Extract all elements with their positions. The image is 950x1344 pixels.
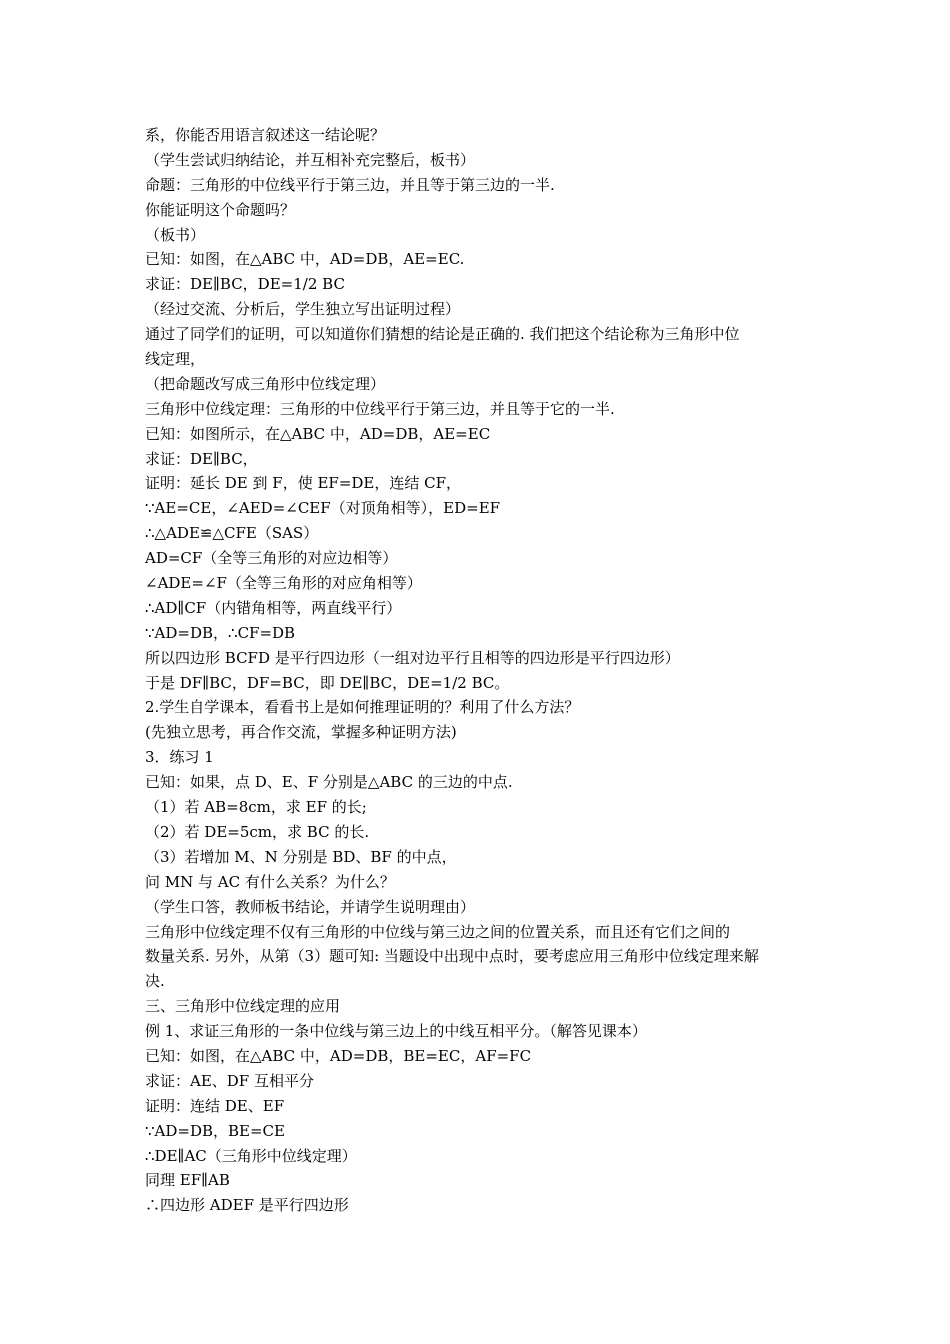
text-line: AD=CF（全等三角形的对应边相等）	[145, 549, 398, 568]
text-line: ∴DE∥AC（三角形中位线定理）	[145, 1146, 357, 1165]
text-line: （2）若 DE=5cm，求 BC 的长.	[145, 822, 370, 841]
text-line: 求证：DE∥BC，	[145, 449, 258, 468]
text-line: ∴四边形 ADEF 是平行四边形	[145, 1196, 349, 1215]
text-line: 决.	[145, 972, 165, 991]
text-line: ∵AD=DB，∴CF=DB	[145, 623, 296, 642]
text-line: （1）若 AB=8cm，求 EF 的长;	[145, 798, 367, 817]
text-line: 系，你能否用语言叙述这一结论呢？	[145, 126, 386, 144]
text-line: 命题：三角形的中位线平行于第三边，并且等于第三边的一半.	[145, 175, 555, 194]
text-line: 所以四边形 BCFD 是平行四边形（一组对边平行且相等的四边形是平行四边形）	[145, 648, 680, 667]
text-line: 已知：如图，在△ABC 中，AD=DB，BE=EC，AF=FC	[145, 1046, 532, 1065]
text-line: 求证：DE∥BC，DE=1/2 BC	[145, 275, 345, 294]
text-line: 线定理，	[145, 350, 206, 369]
text-line: （把命题改写成三角形中位线定理）	[145, 374, 386, 393]
text-line: 已知：如图，在△ABC 中，AD=DB，AE=EC.	[145, 250, 465, 269]
text-line: ∠ADE=∠F（全等三角形的对应角相等）	[145, 574, 422, 593]
text-line: 已知：如果，点 D、E、F 分别是△ABC 的三边的中点.	[145, 773, 513, 792]
text-line: 通过了同学们的证明，可以知道你们猜想的结论是正确的. 我们把这个结论称为三角形中位	[145, 325, 740, 344]
text-line: 例 1、求证三角形的一条中位线与第三边上的中线互相平分。（解答见课本）	[145, 1022, 647, 1041]
text-line: 证明：延长 DE 到 F，使 EF=DE，连结 CF，	[145, 474, 462, 493]
text-line: 同理 EF∥AB	[145, 1171, 230, 1190]
text-line: 你能证明这个命题吗？	[145, 200, 296, 219]
text-line: （经过交流、分析后，学生独立写出证明过程）	[145, 300, 461, 319]
document-body	[145, 123, 810, 1218]
text-line: （学生尝试归纳结论，并互相补充完整后，板书）	[145, 150, 476, 169]
text-line: ∵AE=CE，∠AED=∠CEF（对顶角相等），ED=EF	[145, 499, 501, 518]
text-line: （板书）	[145, 225, 206, 244]
text-line: 求证：AE、DF 互相平分	[145, 1071, 314, 1090]
text-line: ∴△ADE≌△CFE（SAS）	[145, 524, 319, 543]
text-line: 三角形中位线定理：三角形的中位线平行于第三边，并且等于它的一半.	[145, 399, 615, 418]
text-line: ∴AD∥CF（内错角相等，两直线平行）	[145, 598, 402, 617]
text-line: 证明：连结 DE、EF	[145, 1096, 285, 1115]
text-line: （3）若增加 M、N 分别是 BD、BF 的中点，	[145, 847, 457, 866]
section-heading: 三、三角形中位线定理的应用	[145, 997, 341, 1016]
text-line: 三角形中位线定理不仅有三角形的中位线与第三边之间的位置关系，而且还有它们之间的	[145, 922, 731, 941]
text-line: 已知：如图所示，在△ABC 中，AD=DB，AE=EC	[145, 424, 491, 443]
text-line: 数量关系. 另外，从第（3）题可知: 当题设中出现中点时，要考虑应用三角形中位线定理来解	[145, 947, 759, 966]
text-line: 问 MN 与 AC 有什么关系？为什么？	[145, 872, 395, 891]
text-line: (先独立思考，再合作交流，掌握多种证明方法)	[145, 723, 457, 742]
text-line: 于是 DF∥BC，DF=BC，即 DE∥BC，DE=1/2 BC。	[145, 673, 510, 692]
text-line: ∵AD=DB，BE=CE	[145, 1121, 285, 1140]
text-line: 2.学生自学课本，看看书上是如何推理证明的？利用了什么方法？	[145, 698, 580, 717]
text-line: （学生口答，教师板书结论，并请学生说明理由）	[145, 897, 476, 916]
text-line: 3．练习 1	[145, 748, 214, 767]
